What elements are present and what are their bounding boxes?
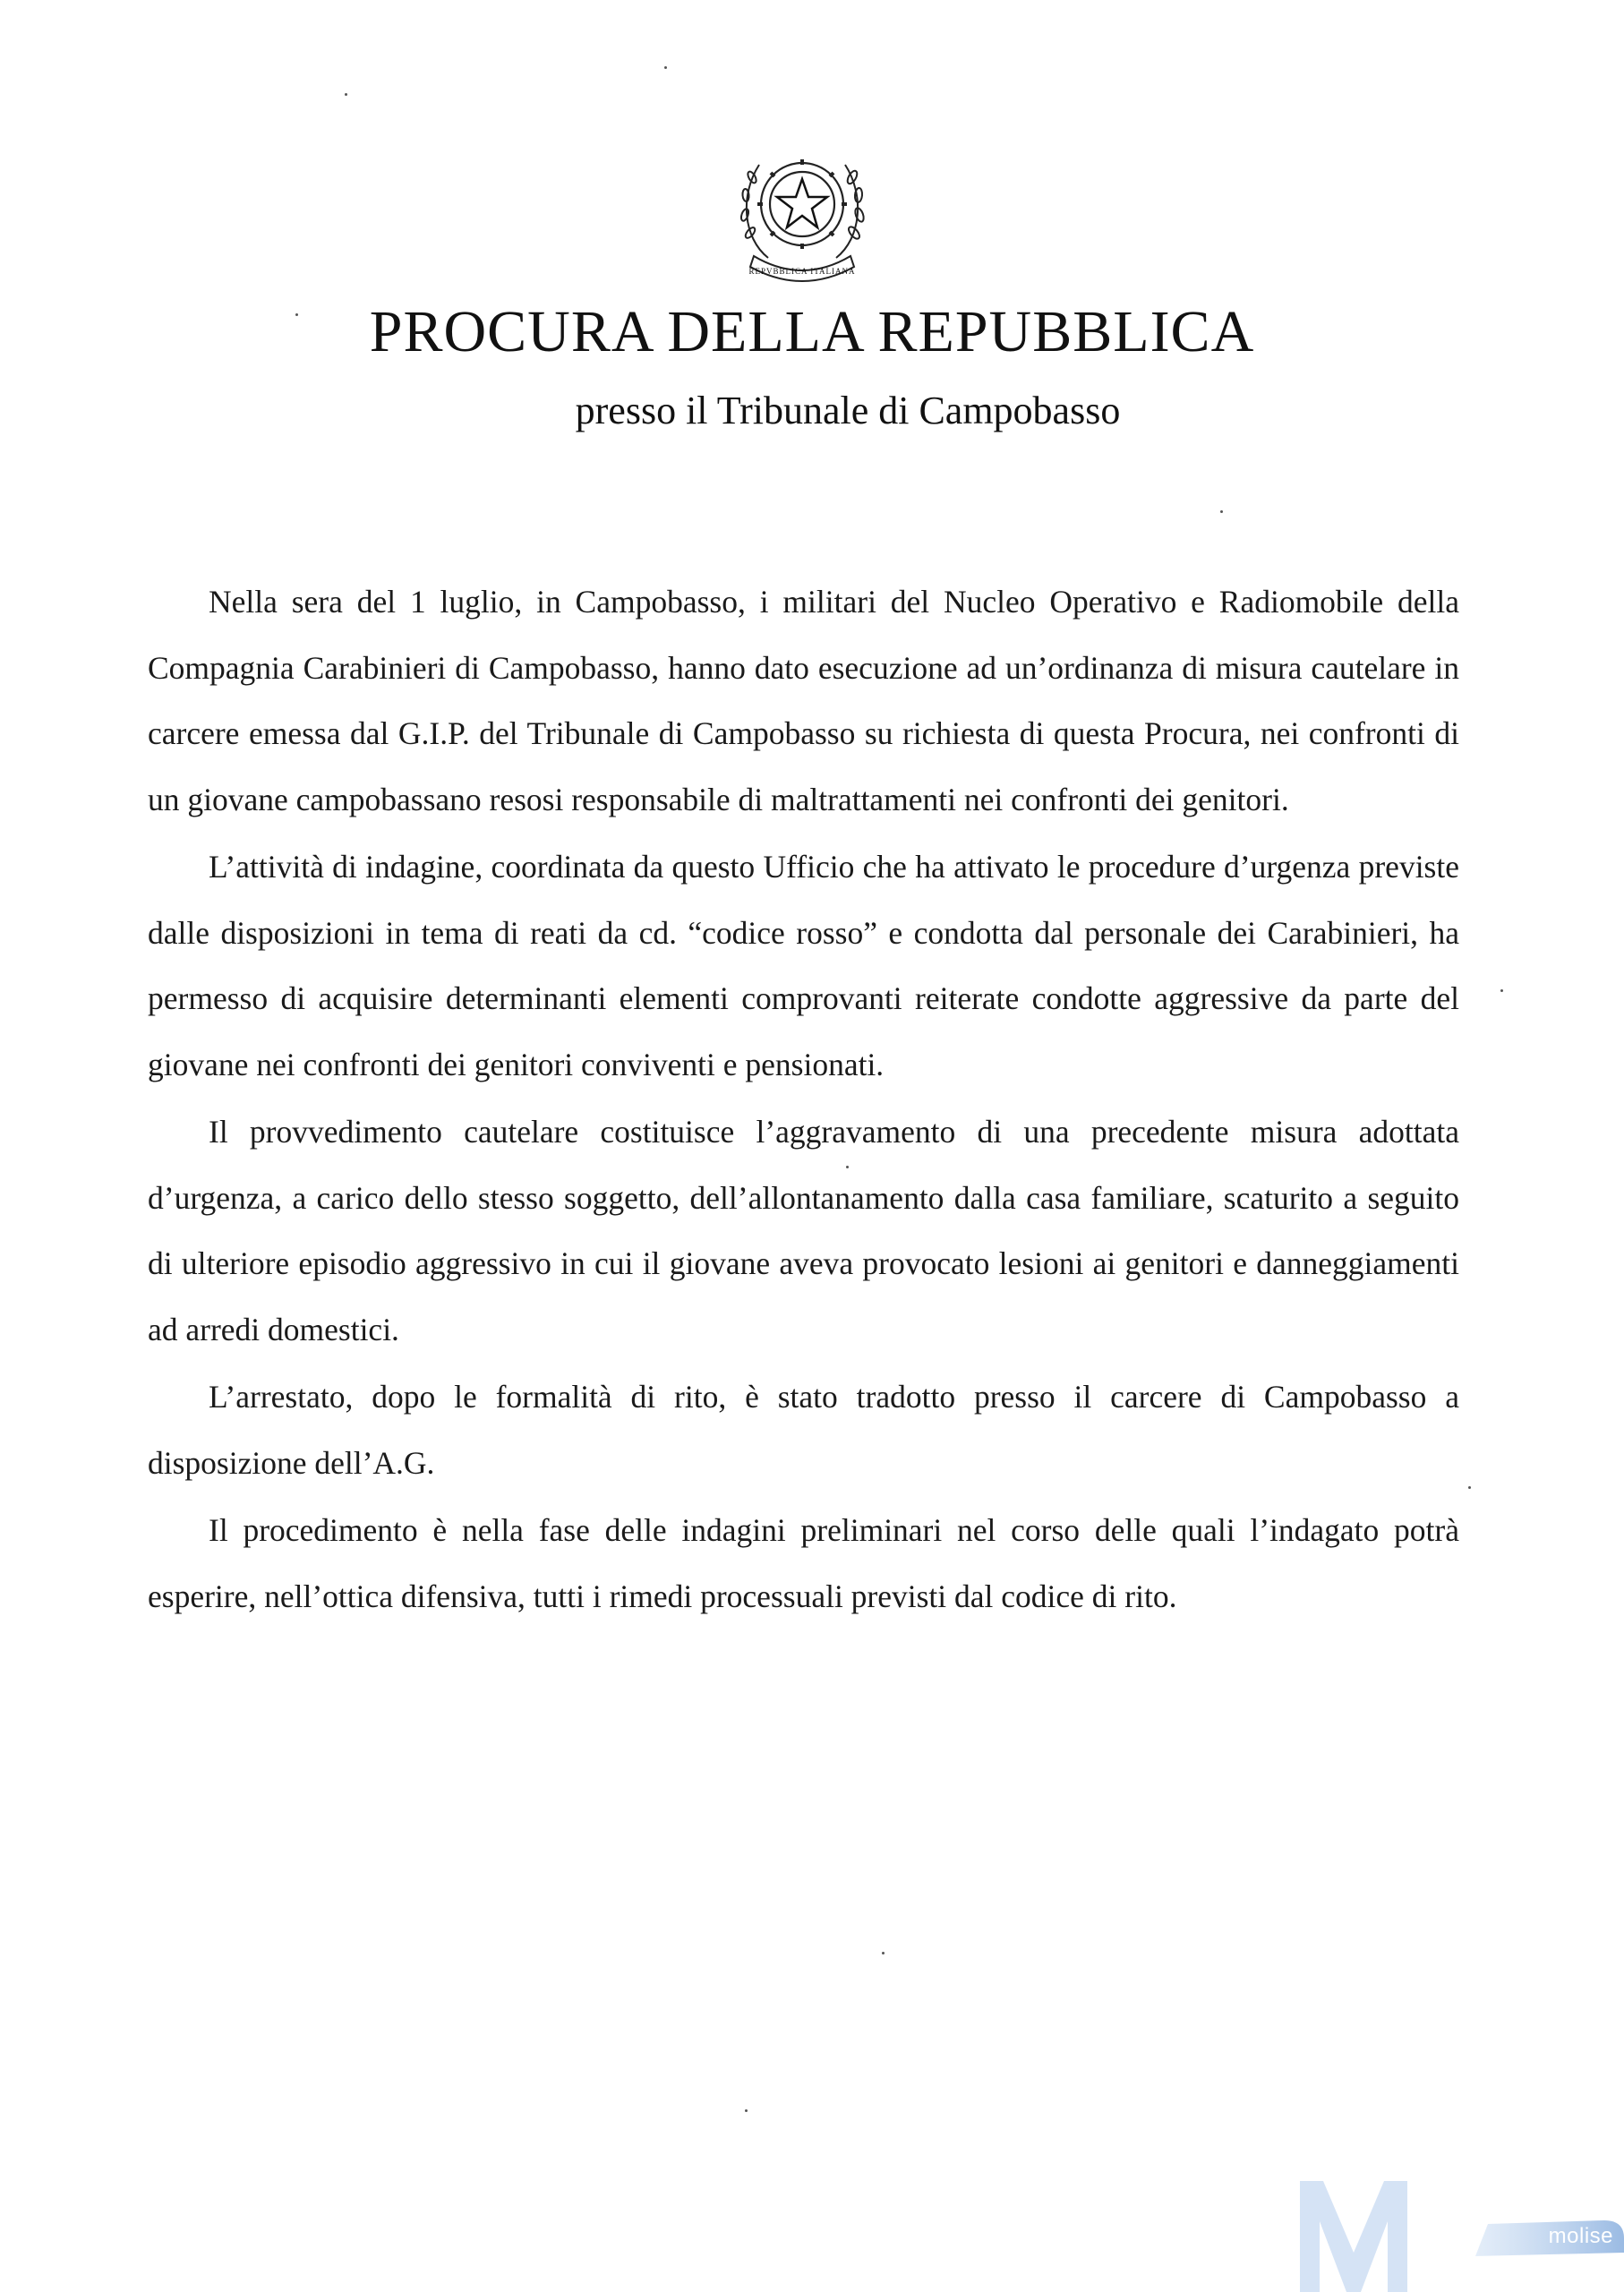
document-subtitle: presso il Tribunale di Campobasso (575, 389, 1121, 432)
paragraph-2: L’attività di indagine, coordinata da questo Ufficio che ha attivato le procedure d’urgenza previste dalle disposizioni in tema di reati da cd. “codice rosso” e condotta dal personale dei Carabinieri, ha permesso di acquisire determinanti elementi comprovanti reiterate condotte aggressive da parte del giovane nei confronti dei genitori conviventi e pensionati. (148, 849, 1459, 1082)
scan-speck (1220, 510, 1223, 513)
paragraph-5: Il procedimento è nella fase delle indagini preliminari nel corso delle quali l’indagato potrà esperire, nell’ottica difensiva, tutti i rimedi processuali previsti dal codice di rito. (148, 1512, 1459, 1614)
scan-speck (1500, 989, 1503, 992)
scan-speck (846, 1166, 849, 1168)
paragraph-4: L’arrestato, dopo le formalità di rito, è stato tradotto presso il carcere di Campobasso a disposizione dell’A.G. (148, 1379, 1459, 1481)
paragraph-1: Nella sera del 1 luglio, in Campobasso, i militari del Nucleo Operativo e Radiomobile della Compagnia Carabinieri di Campobasso, hanno dato esecuzione ad un’ordinanza di misura cautelare in carcere emessa dal G.I.P. del Tribunale di Campobasso su richiesta di questa Procura, nei confronti di un giovane campobassano resosi responsabile di maltrattamenti nei confronti dei genitori. (148, 584, 1459, 817)
scan-speck (745, 2109, 748, 2112)
scan-speck (1468, 1486, 1471, 1489)
document-body (148, 569, 1459, 1631)
svg-text:REPVBBLICA ITALIANA: REPVBBLICA ITALIANA (748, 267, 856, 276)
italian-republic-emblem-icon (723, 133, 881, 290)
scan-speck (345, 93, 347, 96)
paragraph-3: Il provvedimento cautelare costituisce l’aggravamento di una precedente misura adottata d’urgenza, a carico dello stesso soggetto, dell’allontanamento dalla casa familiare, scaturito a seguito di ulteriore episodio aggressivo in cui il giovane aveva provocato lesioni ai genitori e danneggiamenti ad arredi domestici. (148, 1114, 1459, 1347)
document-title: PROCURA DELLA REPUBBLICA (369, 299, 1255, 364)
watermark-label: molise (1548, 2224, 1613, 2248)
scan-speck (295, 313, 298, 316)
scan-speck (882, 1952, 885, 1954)
scan-speck (664, 66, 667, 69)
